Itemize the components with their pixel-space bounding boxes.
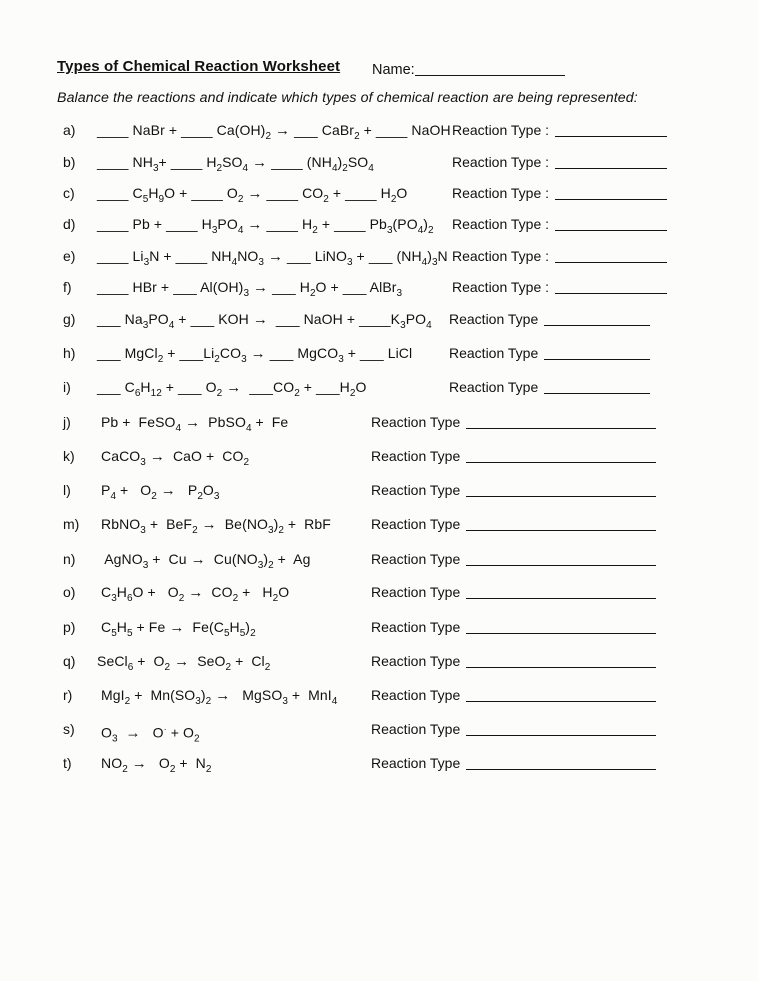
reaction-arrow-icon: → bbox=[275, 122, 291, 139]
reaction-type-answer-line bbox=[466, 482, 656, 497]
reaction-row-q bbox=[0, 651, 758, 671]
reaction-type-field bbox=[371, 480, 656, 500]
item-letter: g) bbox=[63, 311, 76, 327]
reaction-type-label: Reaction Type bbox=[371, 551, 461, 567]
item-letter: s) bbox=[63, 721, 75, 737]
item-letter: p) bbox=[63, 619, 76, 635]
reaction-arrow-icon: → bbox=[185, 414, 201, 431]
reaction-type-label: Reaction Type : bbox=[452, 185, 550, 201]
item-letter: a) bbox=[63, 122, 76, 138]
reaction-type-field bbox=[371, 617, 656, 637]
name-label: Name: bbox=[372, 62, 415, 78]
reaction-row-l bbox=[0, 480, 758, 500]
chemical-equation: ____ Pb + ____ $H_3PO_4$ → ____ $H_2$ + ____ $Pb_3(PO_4)_2$ bbox=[97, 216, 434, 236]
item-letter: j) bbox=[63, 414, 71, 430]
reaction-type-field bbox=[452, 277, 667, 297]
chemical-equation: RbNO$_3$ + $BeF_2 \to Be(NO_3)_2$ + RbF bbox=[97, 516, 331, 536]
reaction-arrow-icon: → bbox=[250, 345, 266, 362]
reaction-arrow-icon: → bbox=[174, 653, 190, 670]
reaction-arrow-icon: → bbox=[188, 584, 204, 601]
reaction-arrow-icon: → bbox=[215, 687, 231, 704]
item-letter: i) bbox=[63, 379, 71, 395]
reaction-type-field bbox=[452, 152, 667, 172]
chemical-equation: $O_3 \to O^\cdot + O_2$ bbox=[97, 724, 200, 745]
reaction-row-s bbox=[0, 719, 758, 745]
reaction-type-label: Reaction Type bbox=[371, 448, 461, 464]
item-letter: l) bbox=[63, 482, 71, 498]
reaction-type-answer-line bbox=[466, 516, 656, 531]
chemical-equation: ____ $NH_3+$ ____ $H_2SO_4$ → ____ $(NH_4)_2SO_4$ bbox=[97, 154, 374, 174]
reaction-type-label: Reaction Type bbox=[371, 584, 461, 600]
reaction-row-b bbox=[0, 152, 758, 172]
item-letter: d) bbox=[63, 216, 76, 232]
reaction-type-answer-line bbox=[466, 551, 656, 566]
reaction-arrow-icon: → bbox=[190, 551, 206, 568]
chemical-equation: $C_5H_5 + Fe \to Fe(C_5H_5)_2$ bbox=[97, 619, 256, 639]
reaction-type-label: Reaction Type : bbox=[452, 154, 550, 170]
reaction-type-field bbox=[452, 214, 667, 234]
item-letter: k) bbox=[63, 448, 75, 464]
reaction-arrow-icon: → bbox=[160, 482, 176, 499]
reaction-type-label: Reaction Type : bbox=[452, 279, 550, 295]
reaction-row-h bbox=[0, 343, 758, 363]
reaction-type-label: Reaction Type : bbox=[452, 216, 550, 232]
reaction-row-k bbox=[0, 446, 758, 466]
reaction-arrow-icon: → bbox=[267, 248, 284, 265]
reaction-arrow-icon: → bbox=[247, 216, 263, 233]
item-letter: c) bbox=[63, 185, 75, 201]
reaction-type-answer-line bbox=[466, 414, 656, 429]
reaction-type-field bbox=[371, 514, 656, 534]
chemical-equation: $C_3H_6O + O_2 \to CO_2 + H_2O$ bbox=[97, 584, 290, 604]
reaction-type-field bbox=[371, 685, 656, 705]
reaction-type-answer-line bbox=[466, 653, 656, 668]
item-letter: h) bbox=[63, 345, 76, 361]
reaction-type-field bbox=[449, 377, 650, 397]
chemical-equation: Pb + FeSO$_4$ → PbSO$_4$ + Fe bbox=[97, 414, 289, 434]
chemical-equation: $NO_2 \to O_2 + N_2$ bbox=[97, 755, 212, 775]
reaction-type-answer-line bbox=[466, 687, 656, 702]
reaction-type-answer-line bbox=[555, 216, 667, 231]
reaction-row-c bbox=[0, 183, 758, 203]
reaction-type-label: Reaction Type : bbox=[452, 122, 550, 138]
reaction-type-label: Reaction Type bbox=[449, 311, 539, 327]
chemical-equation: ___ MgCl$_2$ + $\_\_\_Li_2CO_3$ → ___ MgCO$_3$ + ___ LiCl bbox=[97, 345, 413, 365]
chemical-equation: ____ $C_5H_9O$ + ____ $O_2$ → ____ $CO_2$ + ____ $H_2O$ bbox=[97, 185, 408, 205]
reaction-arrow-icon: → bbox=[201, 516, 217, 533]
reaction-type-label: Reaction Type bbox=[371, 516, 461, 532]
reaction-row-e bbox=[0, 246, 758, 266]
reaction-type-field bbox=[371, 719, 656, 739]
reaction-type-answer-line bbox=[466, 584, 656, 599]
reaction-type-answer-line bbox=[466, 755, 656, 770]
reaction-arrow-icon: → bbox=[253, 279, 269, 296]
reaction-type-label: Reaction Type bbox=[371, 755, 461, 771]
reaction-type-field bbox=[371, 651, 656, 671]
reaction-arrow-icon: → bbox=[247, 185, 263, 202]
reaction-type-field bbox=[371, 412, 656, 432]
reaction-type-field bbox=[452, 246, 667, 266]
reaction-type-label: Reaction Type bbox=[371, 619, 461, 635]
chemical-equation: $MgI_2 + Mn(SO_3)_2$ → MgSO$_3$ + MnI$_4$ bbox=[97, 687, 338, 707]
reaction-row-i bbox=[0, 377, 758, 397]
chemical-equation: CaCO$_3$ → CaO + $CO_2$ bbox=[97, 448, 250, 468]
reaction-row-g bbox=[0, 309, 758, 329]
reaction-type-answer-line bbox=[544, 379, 650, 394]
reaction-type-label: Reaction Type bbox=[371, 687, 461, 703]
reaction-type-label: Reaction Type bbox=[449, 379, 539, 395]
reaction-type-label: Reaction Type bbox=[449, 345, 539, 361]
item-letter: e) bbox=[63, 248, 76, 264]
reaction-row-r bbox=[0, 685, 758, 705]
chemical-equation: ____ NaBr + ____ $Ca(OH)_2$ → ___ CaBr$_2$ + ____ NaOH bbox=[97, 122, 451, 142]
chemical-equation: ____ $Li_3N$ + ____ $NH_4NO_3$ → ___ LiNO$_3$ + ___ $(NH_4)_3N$ bbox=[97, 248, 448, 268]
reaction-row-t bbox=[0, 753, 758, 773]
reaction-type-label: Reaction Type bbox=[371, 653, 461, 669]
item-letter: b) bbox=[63, 154, 76, 170]
reaction-type-field bbox=[449, 309, 650, 329]
reaction-type-field bbox=[371, 446, 656, 466]
reaction-type-field bbox=[371, 549, 656, 569]
reaction-type-label: Reaction Type bbox=[371, 482, 461, 498]
reaction-type-label: Reaction Type bbox=[371, 721, 461, 737]
page-title: Types of Chemical Reaction Worksheet bbox=[57, 58, 341, 75]
item-letter: o) bbox=[63, 584, 76, 600]
item-letter: m) bbox=[63, 516, 80, 532]
chemical-equation: AgNO$_3$ + $Cu \to Cu(NO_3)_2 + Ag$ bbox=[97, 551, 311, 571]
reaction-type-label: Reaction Type : bbox=[452, 248, 550, 264]
reaction-type-label: Reaction Type bbox=[371, 414, 461, 430]
reaction-arrow-icon: → bbox=[149, 448, 165, 465]
chemical-equation: SeCl$_6$ + $O_2 \to SeO_2 + Cl_2$ bbox=[97, 653, 271, 673]
reaction-type-answer-line bbox=[555, 154, 667, 169]
reaction-type-answer-line bbox=[555, 279, 667, 294]
reaction-type-answer-line bbox=[466, 448, 656, 463]
reaction-row-m bbox=[0, 514, 758, 534]
reaction-type-field bbox=[371, 582, 656, 602]
reaction-type-field bbox=[449, 343, 650, 363]
reaction-type-answer-line bbox=[555, 248, 667, 263]
item-letter: q) bbox=[63, 653, 76, 669]
reaction-type-field bbox=[452, 183, 667, 203]
chemical-equation: ___ $C_6H_{12}$ + ___ $O_2$ → $\_\_\_CO_2$ + $\_\_\_H_2O$ bbox=[97, 379, 367, 399]
reaction-type-answer-line bbox=[544, 311, 650, 326]
reaction-arrow-icon: → bbox=[226, 379, 242, 396]
chemical-equation: ____ HBr + ___ $Al(OH)_3$ → ___ $H_2O$ + ___ AlBr$_3$ bbox=[97, 279, 403, 299]
reaction-row-p bbox=[0, 617, 758, 637]
reaction-arrow-icon: → bbox=[252, 311, 268, 328]
reaction-type-answer-line bbox=[555, 122, 667, 137]
reaction-type-field bbox=[452, 120, 667, 140]
item-letter: t) bbox=[63, 755, 72, 771]
reaction-arrow-icon: → bbox=[125, 724, 141, 742]
instruction-text: Balance the reactions and indicate which types of chemical reaction are being represented: bbox=[57, 90, 638, 106]
item-letter: n) bbox=[63, 551, 76, 567]
reaction-row-f bbox=[0, 277, 758, 297]
reaction-type-answer-line bbox=[466, 619, 656, 634]
reaction-arrow-icon: → bbox=[169, 619, 185, 636]
reaction-row-n bbox=[0, 549, 758, 569]
reaction-type-answer-line bbox=[466, 721, 656, 736]
reaction-type-field bbox=[371, 753, 656, 773]
reaction-row-o bbox=[0, 582, 758, 602]
chemical-equation: $P_4 + O_2 \to P_2O_3$ bbox=[97, 482, 220, 502]
reaction-arrow-icon: → bbox=[131, 755, 147, 772]
reaction-row-d bbox=[0, 214, 758, 234]
item-letter: r) bbox=[63, 687, 73, 703]
reaction-row-a bbox=[0, 120, 758, 140]
item-letter: f) bbox=[63, 279, 72, 295]
chemical-equation: ___ $Na_3PO_4$ + ___ KOH → ___ NaOH + $\_\_\_\_K_3PO_4$ bbox=[97, 311, 432, 331]
reaction-type-answer-line bbox=[544, 345, 650, 360]
reaction-arrow-icon: → bbox=[252, 154, 268, 171]
reaction-row-j bbox=[0, 412, 758, 432]
reaction-type-answer-line bbox=[555, 185, 667, 200]
